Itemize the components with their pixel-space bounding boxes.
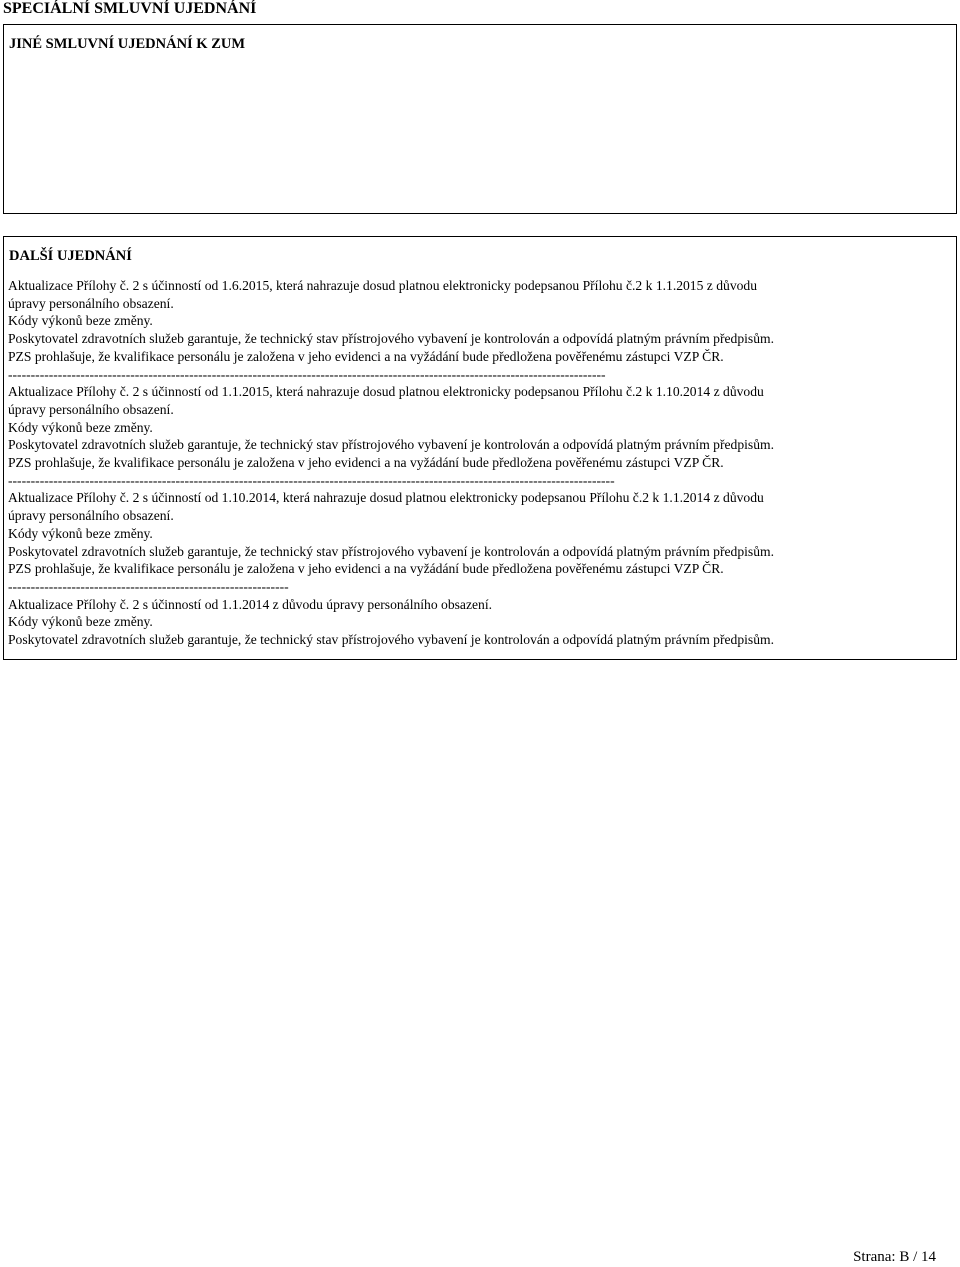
text-line: Poskytovatel zdravotních služeb garantuje, že technický stav přístrojového vybavení je kontrolován a odpovídá platným právním předpisům.	[8, 543, 774, 559]
page-heading: SPECIÁLNÍ SMLUVNÍ UJEDNÁNÍ	[3, 0, 257, 17]
separator-line: ------------------------------------------------------------------------------------------------------------------------------------	[8, 366, 606, 382]
text-line: úpravy personálního obsazení.	[8, 295, 174, 311]
other-agreements-title: DALŠÍ UJEDNÁNÍ	[9, 248, 132, 264]
text-line: PZS prohlašuje, že kvalifikace personálu je založena v jeho evidenci a na vyžádání bude předložena pověřenému zástupci VZP ČR.	[8, 455, 724, 471]
zum-agreement-box	[3, 24, 957, 214]
text-line: úpravy personálního obsazení.	[8, 508, 174, 524]
text-line: Kódy výkonů beze změny.	[8, 419, 153, 435]
text-line: Aktualizace Přílohy č. 2 s účinností od 1.1.2014 z důvodu úpravy personálního obsazení.	[8, 596, 492, 612]
separator-line: --------------------------------------------------------------------------------------------------------------------------------------	[8, 472, 615, 488]
text-line: PZS prohlašuje, že kvalifikace personálu je založena v jeho evidenci a na vyžádání bude předložena pověřenému zástupci VZP ČR.	[8, 348, 724, 364]
text-line: úpravy personálního obsazení.	[8, 401, 174, 417]
text-line: Kódy výkonů beze změny.	[8, 525, 153, 541]
text-line: Poskytovatel zdravotních služeb garantuje, že technický stav přístrojového vybavení je kontrolován a odpovídá platným právním předpisům.	[8, 331, 774, 347]
text-line: Aktualizace Přílohy č. 2 s účinností od 1.1.2015, která nahrazuje dosud platnou elektronicky podepsanou Přílohu č.2 k 1.10.2014 z důvodu	[8, 384, 764, 400]
zum-agreement-title: JINÉ SMLUVNÍ UJEDNÁNÍ K ZUM	[9, 36, 246, 52]
text-line: Poskytovatel zdravotních služeb garantuje, že technický stav přístrojového vybavení je kontrolován a odpovídá platným právním předpisům.	[8, 632, 774, 648]
separator-line: --------------------------------------------------------------	[8, 578, 289, 594]
other-agreements-text	[8, 277, 952, 649]
page-number: Strana: B / 14	[853, 1249, 936, 1265]
text-line: Kódy výkonů beze změny.	[8, 614, 153, 630]
text-line: Aktualizace Přílohy č. 2 s účinností od 1.10.2014, která nahrazuje dosud platnou elektronicky podepsanou Přílohu č.2 k 1.1.2014 z důvodu	[8, 490, 764, 506]
other-agreements-box	[3, 236, 957, 660]
text-line: Kódy výkonů beze změny.	[8, 313, 153, 329]
text-line: Poskytovatel zdravotních služeb garantuje, že technický stav přístrojového vybavení je kontrolován a odpovídá platným právním předpisům.	[8, 437, 774, 453]
text-line: Aktualizace Přílohy č. 2 s účinností od 1.6.2015, která nahrazuje dosud platnou elektronicky podepsanou Přílohu č.2 k 1.1.2015 z důvodu	[8, 278, 758, 293]
text-line: PZS prohlašuje, že kvalifikace personálu je založena v jeho evidenci a na vyžádání bude předložena pověřenému zástupci VZP ČR.	[8, 561, 724, 577]
